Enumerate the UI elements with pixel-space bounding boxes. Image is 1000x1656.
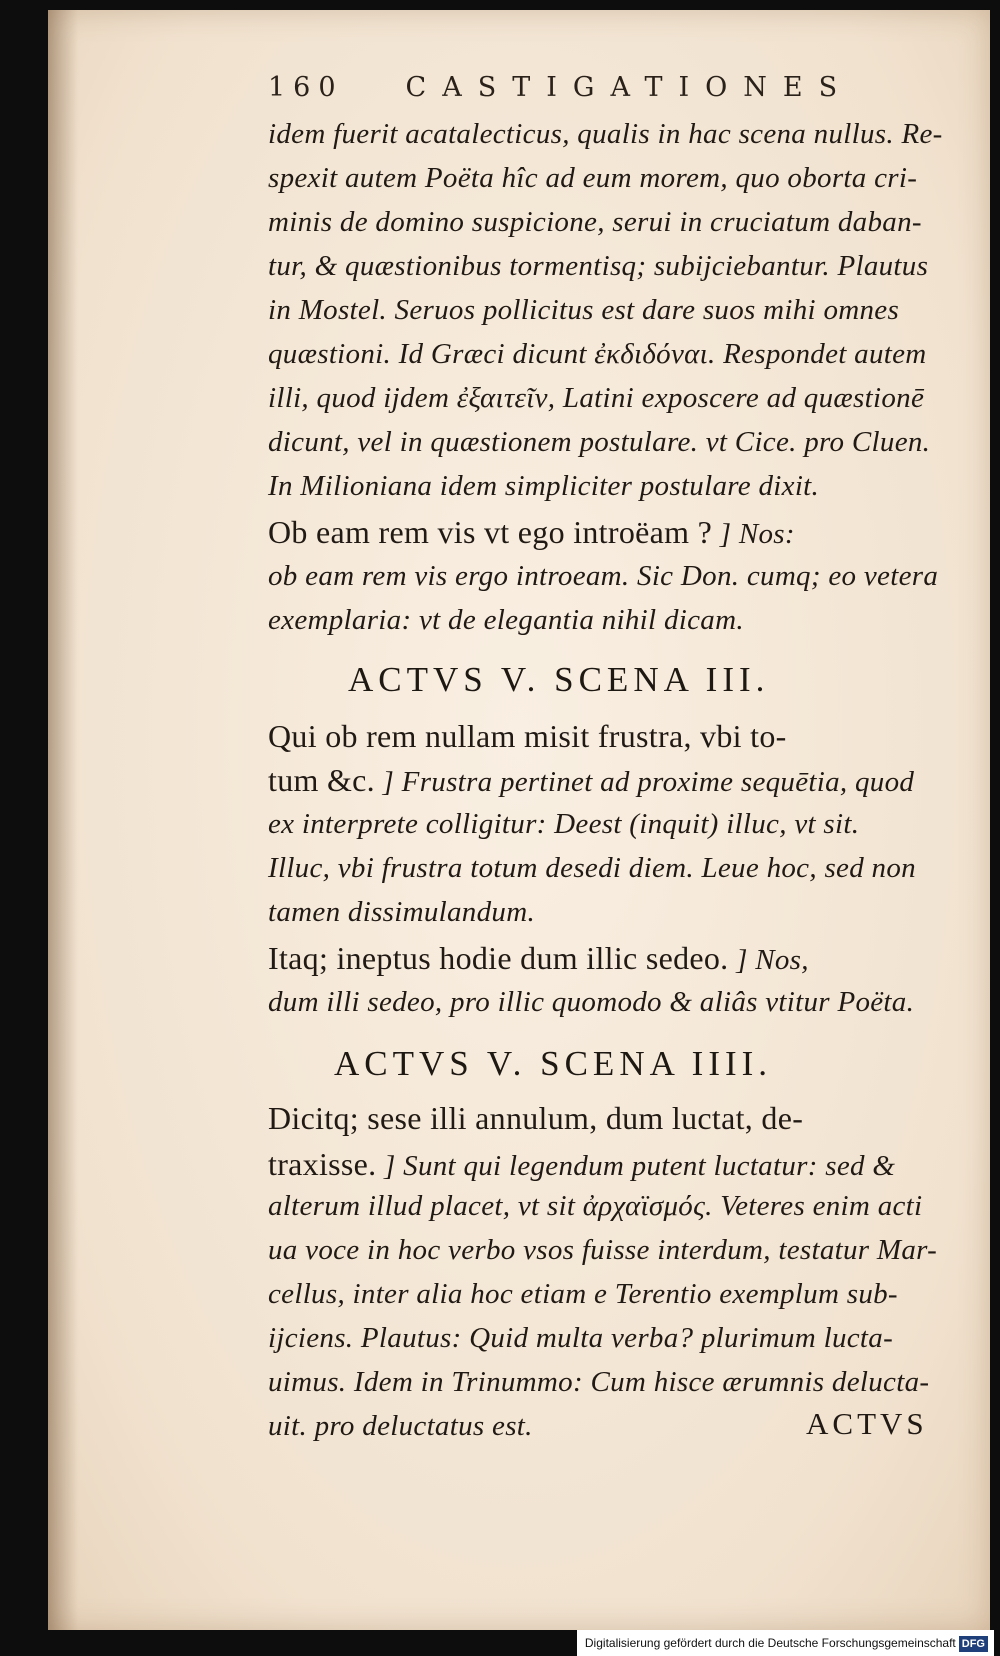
text-line: tur, & quæstionibus tormentisq; subijciebantur. Plautus bbox=[268, 250, 929, 282]
lemma-line bbox=[268, 940, 809, 977]
text-line: ob eam rem vis ergo introeam. Sic Don. cumq; eo vetera bbox=[268, 560, 939, 592]
text-line: minis de domino suspicione, serui in cruciatum daban- bbox=[268, 206, 922, 238]
section-heading: ACTVS V. SCENA III. bbox=[348, 660, 770, 699]
catchword: ACTVS bbox=[806, 1406, 928, 1441]
lemma-comment: ] Nos, bbox=[736, 944, 809, 976]
lemma-comment: ] Frustra pertinet ad proxime sequētia, quod bbox=[382, 766, 915, 798]
lemma-text: Dicitq; sese illi annulum, dum luctat, de- bbox=[268, 1100, 804, 1136]
text-line: Illuc, vbi frustra totum desedi diem. Leue hoc, sed non bbox=[268, 852, 916, 884]
lemma-line bbox=[268, 762, 914, 799]
text-line: uimus. Idem in Trinummo: Cum hisce ærumnis delucta- bbox=[268, 1366, 930, 1398]
lemma-line bbox=[268, 1146, 895, 1183]
text-line: quæstioni. Id Græci dicunt ἐκδιδόναι. Respondet autem bbox=[268, 338, 927, 370]
text-line: dum illi sedeo, pro illic quomodo & aliâs vtitur Poëta. bbox=[268, 986, 915, 1018]
text-line: uit. pro deluctatus est. bbox=[268, 1410, 533, 1442]
text-line: In Milioniana idem simpliciter postulare dixit. bbox=[268, 470, 820, 502]
running-head bbox=[268, 72, 958, 103]
text-line: in Mostel. Seruos pollicitus est dare suos mihi omnes bbox=[268, 294, 900, 326]
lemma-comment: ] Sunt qui legendum putent luctatur: sed & bbox=[384, 1150, 896, 1182]
lemma-text: Itaq; ineptus hodie dum illic sedeo. bbox=[268, 940, 729, 976]
text-line: ex interprete colligitur: Deest (inquit) illuc, vt sit. bbox=[268, 808, 860, 840]
text-line: ua voce in hoc verbo vsos fuisse interdum, testatur Mar- bbox=[268, 1234, 938, 1266]
lemma-line bbox=[268, 1100, 803, 1137]
dfg-logo: DFG bbox=[959, 1636, 988, 1652]
running-title: CASTIGATIONES bbox=[405, 72, 854, 103]
lemma-text: Qui ob rem nullam misit frustra, vbi to- bbox=[268, 718, 787, 754]
lemma-comment: ] Nos: bbox=[719, 518, 795, 550]
text-line: ijciens. Plautus: Quid multa verba? plurimum lucta- bbox=[268, 1322, 894, 1354]
text-line: tamen dissimulandum. bbox=[268, 896, 535, 928]
digitization-credit bbox=[577, 1630, 994, 1656]
text-line: idem fuerit acatalecticus, qualis in hac scena nullus. Re- bbox=[268, 118, 943, 150]
text-line: spexit autem Poëta hîc ad eum morem, quo oborta cri- bbox=[268, 162, 918, 194]
text-line: alterum illud placet, vt sit ἀρχαϊσμός. Veteres enim acti bbox=[268, 1190, 923, 1222]
section-heading: ACTVS V. SCENA IIII. bbox=[334, 1044, 773, 1083]
text-line: exemplaria: vt de elegantia nihil dicam. bbox=[268, 604, 744, 636]
text-line: cellus, inter alia hoc etiam e Terentio exemplum sub- bbox=[268, 1278, 898, 1310]
lemma-line bbox=[268, 514, 795, 551]
credit-text: Digitalisierung gefördert durch die Deutsche Forschungsgemeinschaft bbox=[584, 1636, 956, 1650]
lemma-text: tum &c. bbox=[268, 762, 375, 798]
lemma-text: traxisse. bbox=[268, 1146, 377, 1182]
lemma-line bbox=[268, 718, 787, 755]
text-line: dicunt, vel in quæstionem postulare. vt Cice. pro Cluen. bbox=[268, 426, 931, 458]
lemma-text: Ob eam rem vis vt ego introëam ? bbox=[268, 514, 713, 550]
text-line: illi, quod ijdem ἐξαιτεῖν, Latini exposcere ad quæstionē bbox=[268, 382, 925, 414]
page-gutter-shadow bbox=[48, 10, 78, 1630]
page-number: 160 bbox=[268, 72, 344, 103]
